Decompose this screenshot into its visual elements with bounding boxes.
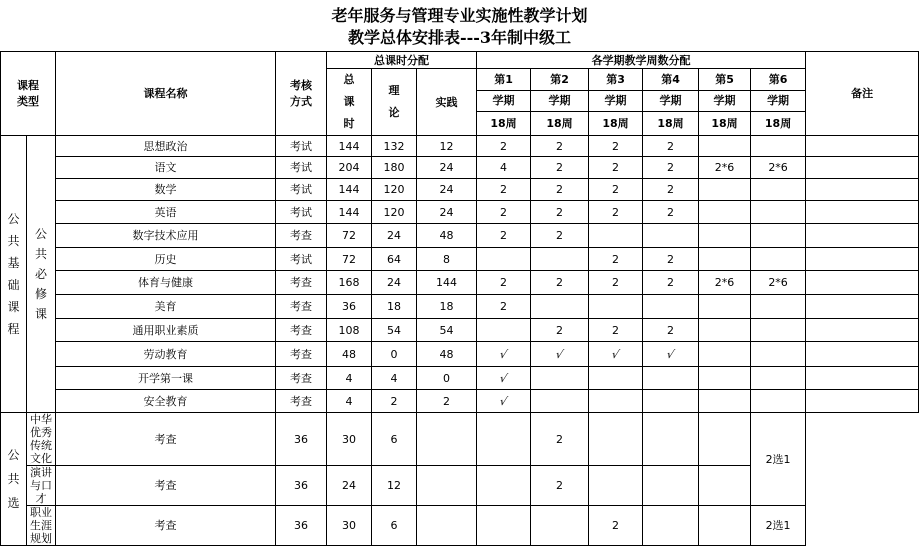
semester-weeks-cell xyxy=(531,248,589,271)
weekly-hours: 2 xyxy=(667,161,675,174)
table-row xyxy=(1,248,919,271)
header-semester-sub: 学期 xyxy=(699,91,751,111)
semester-weeks-cell xyxy=(751,179,806,201)
practice-hours-cell: 6 xyxy=(372,506,417,546)
semester-weeks-cell xyxy=(477,367,531,390)
check-mark: √ xyxy=(498,394,509,408)
exam-method-cell: 考试 xyxy=(276,201,327,224)
semester-weeks-cell xyxy=(643,413,699,466)
total-hours-cell: 4 xyxy=(327,367,372,390)
weekly-hours: 2 xyxy=(612,139,620,153)
semester-weeks-cell xyxy=(531,506,589,546)
check-mark: √ xyxy=(665,347,676,361)
weekly-hours: 2*6 xyxy=(768,276,788,289)
exam-method-cell: 考查 xyxy=(276,342,327,367)
teaching-plan-table xyxy=(0,51,919,546)
total-hours-cell: 204 xyxy=(327,157,372,179)
semester-weeks-cell xyxy=(531,271,589,295)
semester-weeks-cell xyxy=(699,390,751,413)
weekly-hours: 2 xyxy=(500,276,508,289)
semester-weeks-cell xyxy=(477,390,531,413)
semester-weeks-cell xyxy=(531,342,589,367)
header-semester-label: 第3 xyxy=(589,69,643,91)
semester-weeks-cell xyxy=(589,224,643,248)
weekly-hours: 2 xyxy=(556,161,564,174)
document-title: 老年服务与管理专业实施性教学计划 xyxy=(331,6,588,25)
table-row xyxy=(1,413,919,466)
theory-hours-cell: 0 xyxy=(372,342,417,367)
weekly-hours: 2 xyxy=(612,252,620,266)
theory-hours-cell: 24 xyxy=(327,466,372,506)
weekly-hours: 2 xyxy=(556,479,564,492)
practice-hours-cell: 12 xyxy=(417,136,477,157)
exam-method-cell: 考查 xyxy=(276,271,327,295)
header-semester-weeks: 18周 xyxy=(477,111,531,135)
theory-hours-cell: 64 xyxy=(372,248,417,271)
header-semester-label: 第4 xyxy=(643,69,699,91)
semester-weeks-cell xyxy=(699,201,751,224)
weekly-hours: 2 xyxy=(667,139,675,153)
theory-hours-cell: 24 xyxy=(372,224,417,248)
exam-method-cell: 考查 xyxy=(276,224,327,248)
practice-hours-cell: 6 xyxy=(372,413,417,466)
theory-hours-cell: 2 xyxy=(372,390,417,413)
practice-hours-cell: 144 xyxy=(417,271,477,295)
theory-hours-cell: 24 xyxy=(372,271,417,295)
semester-weeks-cell xyxy=(589,248,643,271)
course-name-cell: 劳动教育 xyxy=(56,342,276,367)
total-hours-cell: 48 xyxy=(327,342,372,367)
semester-weeks-cell xyxy=(643,224,699,248)
header-semester-sub: 学期 xyxy=(589,91,643,111)
table-row xyxy=(1,136,919,157)
theory-hours-cell: 132 xyxy=(372,136,417,157)
semester-weeks-cell xyxy=(589,136,643,157)
weekly-hours: 2 xyxy=(667,323,675,337)
theory-hours-cell: 18 xyxy=(372,295,417,319)
course-name-cell: 职业生涯规划 xyxy=(27,506,56,546)
exam-method-cell: 考查 xyxy=(276,390,327,413)
exam-method-cell: 考试 xyxy=(276,248,327,271)
weekly-hours: 2*6 xyxy=(768,161,788,174)
semester-weeks-cell xyxy=(643,136,699,157)
weekly-hours: 2 xyxy=(500,300,508,313)
total-hours-cell: 4 xyxy=(327,390,372,413)
practice-hours-cell: 8 xyxy=(417,248,477,271)
course-name-cell: 通用职业素质 xyxy=(56,319,276,342)
total-hours-cell: 144 xyxy=(327,201,372,224)
table-row xyxy=(1,271,919,295)
semester-weeks-cell xyxy=(699,413,751,466)
practice-hours-cell: 48 xyxy=(417,224,477,248)
semester-weeks-cell xyxy=(589,295,643,319)
weekly-hours: 2 xyxy=(556,229,564,242)
semester-weeks-cell xyxy=(751,342,806,367)
weekly-hours: 2 xyxy=(556,432,564,446)
weekly-hours: 2 xyxy=(612,183,620,196)
semester-weeks-cell xyxy=(477,295,531,319)
semester-weeks-cell xyxy=(589,271,643,295)
remarks-cell xyxy=(806,295,919,319)
header-semester-sub: 学期 xyxy=(751,91,806,111)
header-semester-sub: 学期 xyxy=(643,91,699,111)
semester-weeks-cell xyxy=(699,342,751,367)
theory-hours-cell: 4 xyxy=(372,367,417,390)
semester-weeks-cell xyxy=(643,319,699,342)
remarks-cell xyxy=(806,248,919,271)
total-hours-cell: 168 xyxy=(327,271,372,295)
semester-weeks-cell xyxy=(477,319,531,342)
practice-hours-cell: 18 xyxy=(417,295,477,319)
semester-weeks-cell xyxy=(643,157,699,179)
exam-method-cell: 考查 xyxy=(276,319,327,342)
header-total-hours-group: 总课时分配 xyxy=(327,52,477,69)
semester-weeks-cell xyxy=(531,413,589,466)
table-row xyxy=(1,367,919,390)
header-semester-label: 第2 xyxy=(531,69,589,91)
total-hours-cell: 72 xyxy=(327,248,372,271)
check-mark: √ xyxy=(554,347,565,361)
course-name-cell: 安全教育 xyxy=(56,390,276,413)
course-name-cell: 英语 xyxy=(56,201,276,224)
semester-weeks-cell xyxy=(531,179,589,201)
semester-weeks-cell xyxy=(531,367,589,390)
weekly-hours: 2 xyxy=(667,276,675,289)
semester-weeks-cell xyxy=(589,201,643,224)
total-hours-cell: 36 xyxy=(276,506,327,546)
semester-weeks-cell xyxy=(531,157,589,179)
semester-weeks-cell xyxy=(751,295,806,319)
semester-weeks-cell xyxy=(477,201,531,224)
semester-weeks-cell xyxy=(417,506,477,546)
semester-weeks-cell xyxy=(751,319,806,342)
semester-weeks-cell xyxy=(589,506,643,546)
exam-method-cell: 考试 xyxy=(276,157,327,179)
table-row xyxy=(1,506,919,546)
remarks-cell xyxy=(806,157,919,179)
semester-weeks-cell xyxy=(643,271,699,295)
practice-hours-cell: 24 xyxy=(417,201,477,224)
course-name-cell: 历史 xyxy=(56,248,276,271)
semester-weeks-cell xyxy=(589,367,643,390)
semester-weeks-cell xyxy=(751,157,806,179)
course-name-cell: 数字技术应用 xyxy=(56,224,276,248)
semester-weeks-cell xyxy=(477,506,531,546)
check-mark: √ xyxy=(498,347,509,361)
exam-method-cell: 考试 xyxy=(276,136,327,157)
semester-weeks-cell xyxy=(751,136,806,157)
document-subtitle: 教学总体安排表---3年制中级工 xyxy=(347,28,572,47)
course-name-cell: 中华优秀传统文化 xyxy=(27,413,56,466)
header-course-type: 课程 类型 xyxy=(1,52,56,136)
remarks-cell xyxy=(806,271,919,295)
semester-weeks-cell xyxy=(643,295,699,319)
header-semester-sub: 学期 xyxy=(477,91,531,111)
semester-weeks-cell xyxy=(699,271,751,295)
course-name-cell: 开学第一课 xyxy=(56,367,276,390)
course-name-cell: 数学 xyxy=(56,179,276,201)
semester-weeks-cell xyxy=(531,201,589,224)
semester-weeks-cell xyxy=(477,136,531,157)
exam-method-cell: 考查 xyxy=(276,367,327,390)
theory-hours-cell: 180 xyxy=(372,157,417,179)
course-name-cell: 思想政治 xyxy=(56,136,276,157)
header-semester-weeks: 18周 xyxy=(751,111,806,135)
table-row xyxy=(1,319,919,342)
semester-weeks-cell xyxy=(477,248,531,271)
theory-hours-cell: 30 xyxy=(327,413,372,466)
weekly-hours: 2 xyxy=(612,205,620,219)
semester-weeks-cell xyxy=(531,390,589,413)
weekly-hours: 2 xyxy=(556,323,564,337)
header-semester-weeks: 18周 xyxy=(531,111,589,135)
remarks-note: 2选1 xyxy=(751,413,806,506)
theory-hours-cell: 30 xyxy=(327,506,372,546)
semester-weeks-cell xyxy=(751,390,806,413)
semester-weeks-cell xyxy=(643,506,699,546)
total-hours-cell: 36 xyxy=(327,295,372,319)
semester-weeks-cell xyxy=(699,157,751,179)
check-mark: √ xyxy=(498,371,509,385)
remarks-cell xyxy=(806,390,919,413)
weekly-hours: 2 xyxy=(556,139,564,153)
exam-method-cell: 考查 xyxy=(56,413,276,466)
weekly-hours: 4 xyxy=(500,161,508,174)
semester-weeks-cell xyxy=(531,136,589,157)
semester-weeks-cell xyxy=(699,248,751,271)
weekly-hours: 2 xyxy=(556,205,564,219)
total-hours-cell: 144 xyxy=(327,136,372,157)
semester-weeks-cell xyxy=(699,295,751,319)
remarks-cell xyxy=(806,367,919,390)
header-practice: 实践 xyxy=(417,69,477,136)
practice-hours-cell: 48 xyxy=(417,342,477,367)
category-public-basic: 公 共 基 础 课 程 xyxy=(1,136,27,413)
semester-weeks-cell xyxy=(699,367,751,390)
total-hours-cell: 36 xyxy=(276,466,327,506)
weekly-hours: 2 xyxy=(612,276,620,289)
header-semester-label: 第1 xyxy=(477,69,531,91)
header-semester-group: 各学期教学周数分配 xyxy=(477,52,806,69)
course-name-cell: 语文 xyxy=(56,157,276,179)
category-public-required: 公 共 必 修 课 xyxy=(27,136,56,413)
practice-hours-cell: 24 xyxy=(417,179,477,201)
semester-weeks-cell xyxy=(531,224,589,248)
header-total-hours: 总 课 时 xyxy=(327,69,372,136)
semester-weeks-cell xyxy=(699,136,751,157)
semester-weeks-cell xyxy=(589,413,643,466)
remarks-cell xyxy=(806,201,919,224)
practice-hours-cell: 0 xyxy=(417,367,477,390)
semester-weeks-cell xyxy=(699,179,751,201)
remarks-cell xyxy=(806,319,919,342)
weekly-hours: 2 xyxy=(612,519,620,532)
weekly-hours: 2 xyxy=(667,183,675,196)
table-row xyxy=(1,342,919,367)
weekly-hours: 2 xyxy=(500,183,508,196)
header-semester-weeks: 18周 xyxy=(699,111,751,135)
table-row xyxy=(1,390,919,413)
remarks-cell xyxy=(806,224,919,248)
semester-weeks-cell xyxy=(477,224,531,248)
weekly-hours: 2*6 xyxy=(714,161,735,174)
remarks-note: 2选1 xyxy=(751,506,806,546)
weekly-hours: 2 xyxy=(612,161,620,174)
semester-weeks-cell xyxy=(751,271,806,295)
course-name-cell: 美育 xyxy=(56,295,276,319)
semester-weeks-cell xyxy=(643,342,699,367)
header-exam-method: 考核 方式 xyxy=(276,52,327,136)
semester-weeks-cell xyxy=(751,367,806,390)
semester-weeks-cell xyxy=(643,248,699,271)
semester-weeks-cell xyxy=(589,157,643,179)
exam-method-cell: 考查 xyxy=(276,295,327,319)
weekly-hours: 2 xyxy=(556,183,564,196)
table-row xyxy=(1,201,919,224)
semester-weeks-cell xyxy=(643,201,699,224)
exam-method-cell: 考试 xyxy=(276,179,327,201)
semester-weeks-cell xyxy=(477,179,531,201)
weekly-hours: 2 xyxy=(667,205,675,219)
semester-weeks-cell xyxy=(477,342,531,367)
practice-hours-cell: 12 xyxy=(372,466,417,506)
semester-weeks-cell xyxy=(643,390,699,413)
theory-hours-cell: 120 xyxy=(372,201,417,224)
header-semester-label: 第6 xyxy=(751,69,806,91)
total-hours-cell: 144 xyxy=(327,179,372,201)
semester-weeks-cell xyxy=(751,224,806,248)
semester-weeks-cell xyxy=(477,271,531,295)
table-row xyxy=(1,295,919,319)
weekly-hours: 2*6 xyxy=(714,276,735,289)
semester-weeks-cell xyxy=(589,390,643,413)
semester-weeks-cell xyxy=(477,157,531,179)
header-semester-weeks: 18周 xyxy=(643,111,699,135)
exam-method-cell: 考查 xyxy=(56,466,276,506)
remarks-cell xyxy=(806,179,919,201)
weekly-hours: 2 xyxy=(500,229,508,242)
semester-weeks-cell xyxy=(751,201,806,224)
theory-hours-cell: 54 xyxy=(372,319,417,342)
semester-weeks-cell xyxy=(417,413,477,466)
weekly-hours: 2 xyxy=(500,139,508,153)
header-semester-sub: 学期 xyxy=(531,91,589,111)
weekly-hours: 2 xyxy=(612,323,620,337)
semester-weeks-cell xyxy=(699,224,751,248)
practice-hours-cell: 24 xyxy=(417,157,477,179)
semester-weeks-cell xyxy=(751,248,806,271)
semester-weeks-cell xyxy=(477,413,531,466)
semester-weeks-cell xyxy=(699,506,751,546)
semester-weeks-cell xyxy=(589,342,643,367)
total-hours-cell: 72 xyxy=(327,224,372,248)
semester-weeks-cell xyxy=(643,179,699,201)
header-semester-label: 第5 xyxy=(699,69,751,91)
remarks-cell xyxy=(806,136,919,157)
category-public-elective: 公 共 选 xyxy=(1,413,27,546)
weekly-hours: 2 xyxy=(556,276,564,289)
practice-hours-cell: 54 xyxy=(417,319,477,342)
semester-weeks-cell xyxy=(589,319,643,342)
weekly-hours: 2 xyxy=(500,205,508,219)
total-hours-cell: 36 xyxy=(276,413,327,466)
semester-weeks-cell xyxy=(531,319,589,342)
header-course-name: 课程名称 xyxy=(56,52,276,136)
total-hours-cell: 108 xyxy=(327,319,372,342)
course-name-cell: 演讲与口才 xyxy=(27,466,56,506)
header-semester-weeks: 18周 xyxy=(589,111,643,135)
practice-hours-cell: 2 xyxy=(417,390,477,413)
semester-weeks-cell xyxy=(531,295,589,319)
semester-weeks-cell xyxy=(643,367,699,390)
table-row xyxy=(1,157,919,179)
semester-weeks-cell xyxy=(589,179,643,201)
weekly-hours: 2 xyxy=(667,252,675,266)
table-row xyxy=(1,224,919,248)
header-remarks: 备注 xyxy=(806,52,919,136)
table-row xyxy=(1,179,919,201)
remarks-cell xyxy=(806,342,919,367)
semester-weeks-cell xyxy=(699,319,751,342)
check-mark: √ xyxy=(610,347,621,361)
theory-hours-cell: 120 xyxy=(372,179,417,201)
course-name-cell: 体育与健康 xyxy=(56,271,276,295)
exam-method-cell: 考查 xyxy=(56,506,276,546)
header-theory: 理 论 xyxy=(372,69,417,136)
